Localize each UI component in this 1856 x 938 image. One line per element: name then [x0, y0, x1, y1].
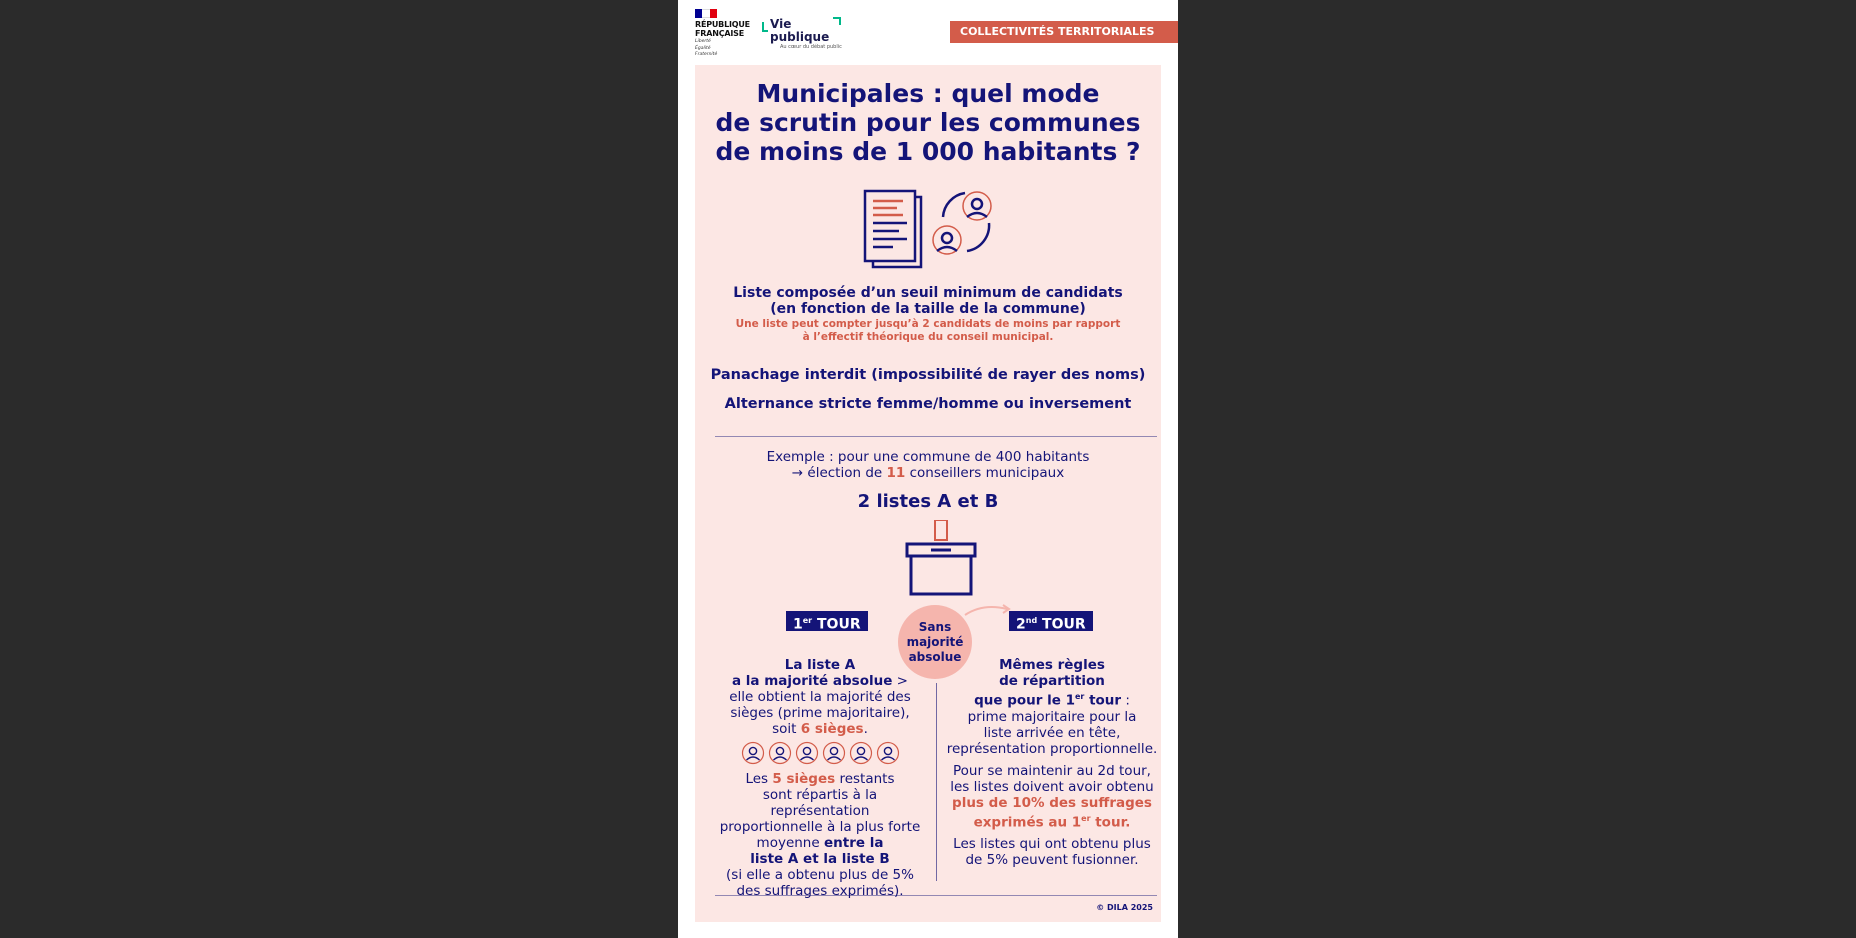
tour-1-sup: er: [802, 616, 813, 625]
example-line-2-end: conseillers municipaux: [905, 465, 1065, 481]
transition-line-2: majorité: [906, 634, 964, 649]
t2-repartition: de répartition: [999, 673, 1105, 689]
tour-2-p2: [943, 763, 1161, 831]
t2-line-3b: de 5% peuvent fusionner.: [965, 852, 1139, 868]
tour-2-text: [943, 657, 1161, 868]
seat-icon: [768, 741, 792, 765]
t2-line-h: représentation proportionnelle.: [946, 740, 1158, 757]
t1-dot: .: [863, 721, 868, 737]
list-note-line-2: à l’effectif théorique du conseil municipal.: [802, 331, 1054, 343]
list-rule-line-1: Liste composée d’un seuil minimum de candidats: [733, 285, 1123, 301]
title-line-2: de scrutin pour les communes: [715, 108, 1141, 137]
transition-line-3: absolue: [908, 649, 962, 664]
divider: [715, 436, 1157, 437]
document-icon: [865, 191, 921, 267]
tour-1-label: [786, 611, 868, 631]
t2-sup-2: er: [1081, 813, 1091, 823]
t2-exprimes: exprimés au 1: [973, 814, 1082, 830]
tour-2-word: TOUR: [1037, 616, 1086, 633]
seat-icon: [822, 741, 846, 765]
tour-2-num: 2: [1016, 616, 1026, 633]
seat-icon: [876, 741, 900, 765]
motto-2: Égalité: [695, 45, 711, 51]
title-line-3: de moins de 1 000 habitants ?: [715, 137, 1141, 166]
tour-1-word: TOUR: [812, 616, 861, 633]
tour-1-p2: [715, 771, 925, 899]
list-note-line-1: Une liste peut compter jusqu’à 2 candidats de moins par rapport: [735, 318, 1121, 330]
motto-1: Liberté: [695, 39, 711, 44]
logo-corner-icon: [833, 17, 841, 25]
t2-que-pour: que pour le 1: [974, 692, 1075, 709]
t2-line-2b: les listes doivent avoir obtenu: [950, 778, 1154, 795]
t2-sup: er: [1075, 692, 1085, 701]
infographic-page: [678, 0, 1178, 938]
t1-line-2e: proportionnelle à la plus forte: [719, 819, 921, 835]
example-line-2: [695, 465, 1161, 481]
t1-les: Les: [745, 771, 773, 787]
t1-soit: soit: [772, 721, 801, 737]
t2-line-3a: Les listes qui ont obtenu plus: [953, 836, 1151, 852]
republic-line-2: FRANÇAISE: [695, 29, 744, 38]
republique-francaise-logo: [695, 9, 755, 58]
motto-3: Fraternité: [695, 52, 718, 57]
t1-line-2d: sont répartis à la représentation: [762, 787, 878, 819]
list-rule-line-2: (en fonction de la taille de la commune): [770, 301, 1086, 317]
t1-lists-ab: liste A et la liste B: [750, 851, 890, 867]
ballot-box-icon: [905, 520, 977, 596]
seat-icon: [849, 741, 873, 765]
candidate-list-icon: [863, 189, 1003, 269]
french-flag-icon: [695, 9, 717, 18]
tour-2-label: [1009, 611, 1093, 631]
t2-line-2a: Pour se maintenir au 2d tour,: [953, 762, 1151, 779]
seat-icon: [741, 741, 765, 765]
tour-2-sup: nd: [1025, 616, 1038, 625]
t1-six-seats: 6 sièges: [800, 721, 864, 737]
footer-divider: [715, 895, 1157, 896]
page-title: [695, 79, 1161, 166]
t1-entre: entre la: [823, 835, 884, 851]
t1-arrow: >: [892, 673, 908, 689]
title-line-1: Municipales : quel mode: [756, 79, 1100, 108]
example-line-1: Exemple : pour une commune de 400 habitants: [766, 449, 1090, 465]
t2-line-f: prime majoritaire pour la: [967, 708, 1137, 725]
category-badge: COLLECTIVITÉS TERRITORIALES: [950, 21, 1178, 43]
site-tagline: Au cœur du débat public: [780, 44, 842, 50]
t2-ten-percent: plus de 10% des suffrages: [952, 794, 1152, 811]
t2-colon: :: [1121, 692, 1130, 709]
lists-heading: 2 listes A et B: [857, 491, 999, 512]
alternance-rule: Alternance stricte femme/homme ou inversement: [724, 396, 1132, 412]
example-arrow-text: → élection de: [791, 465, 887, 481]
t1-list-a: La liste A: [784, 657, 856, 673]
t2-line-g: liste arrivée en tête,: [983, 724, 1121, 741]
arrow-icon: [963, 603, 1013, 617]
transition-line-1: Sans: [918, 619, 952, 634]
t2-tour: tour: [1084, 692, 1122, 709]
t2-tour-2: tour.: [1090, 814, 1131, 830]
column-divider: [936, 683, 937, 881]
councillor-count: 11: [886, 465, 906, 481]
t1-line-2i: (si elle a obtenu plus de 5%: [726, 867, 914, 883]
header: [678, 0, 1178, 65]
content-panel: [695, 65, 1161, 922]
t2-memes: Mêmes règles: [999, 657, 1105, 673]
list-rule: [695, 285, 1161, 317]
copyright: © DILA 2025: [1096, 903, 1153, 912]
tour-1-p1: [715, 657, 925, 737]
t1-restants: restants: [835, 771, 895, 787]
panachage-rule: Panachage interdit (impossibilité de rayer des noms): [710, 367, 1146, 383]
republic-line-1: RÉPUBLIQUE: [695, 20, 750, 29]
list-note: [695, 318, 1161, 344]
site-name: Vie publique: [762, 18, 852, 44]
t1-moyenne: moyenne: [756, 835, 824, 851]
tour-2-p1: [943, 657, 1161, 757]
tour-1-num: 1: [793, 616, 803, 633]
candidates-cycle-icon: [933, 192, 991, 254]
tour-2-p3: [943, 836, 1161, 868]
t1-five-seats: 5 sièges: [772, 771, 836, 787]
t1-majority: a la majorité absolue: [731, 673, 893, 689]
seat-icon: [795, 741, 819, 765]
t1-line-d: elle obtient la majorité des: [729, 689, 911, 705]
example-text: [695, 449, 1161, 481]
tour-1-text: [715, 657, 925, 899]
t1-line-2j: des suffrages exprimés).: [736, 883, 904, 899]
seats-row: [715, 741, 925, 765]
t1-line-e: sièges (prime majoritaire),: [730, 705, 910, 721]
